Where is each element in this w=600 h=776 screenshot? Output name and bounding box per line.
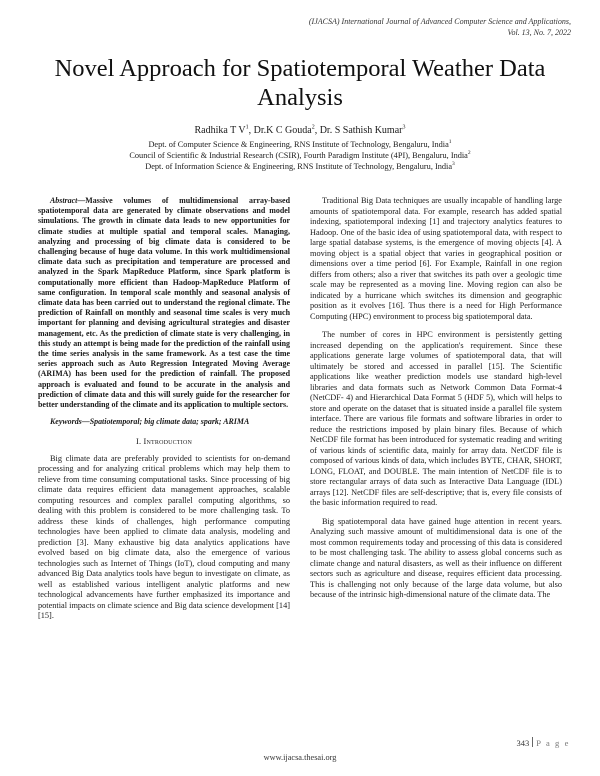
affiliation-text: Dept. of Computer Science & Engineering, RNS Institute of Technology, Bengaluru, India bbox=[148, 140, 449, 149]
paper-title: Novel Approach for Spatiotemporal Weather Data Analysis bbox=[54, 55, 546, 111]
footer-divider bbox=[532, 737, 533, 747]
author-name: Radhika T V bbox=[194, 125, 246, 136]
affiliation-text: Council of Scientific & Industrial Research (CSIR), Fourth Paradigm Institute (4PI), Bengaluru, India bbox=[129, 151, 468, 161]
affiliations bbox=[40, 139, 560, 173]
left-column bbox=[38, 196, 290, 622]
section-number: I. bbox=[135, 437, 142, 447]
abstract-label: Abstract bbox=[50, 196, 78, 205]
affiliation-mark: 3 bbox=[452, 161, 455, 168]
author-affiliation-mark: 2 bbox=[311, 124, 315, 131]
body-paragraph: Big climate data are preferably provided to scientists for on-demand processing and for analyzing critical problems which may help them to relieve from time consuming computational tasks. Since processing of big climate data requires efficient data management approaches, scalable computing resources and complex parallel computing algorithms, so dealing with this problem is considered to be more challenging task. To address these kinds of challenges, high performance computing technologies have been applied to climate data analysis, modeling and prediction [3]. Many exhaustive big data analytics applications have evolved based on big climate data, also the emergence of various technologies such as Internet of Things (IoT), cloud computing and many advanced Big Data analytics tools have begun to investigate on climate, as well as established various intelligent analytic platforms and new technological advancements have further emphasized its importance and potential impacts on climate science and Big data science development [14][15]. bbox=[38, 453, 290, 621]
journal-header bbox=[151, 16, 571, 38]
abstract bbox=[38, 196, 290, 410]
affiliation-mark: 1 bbox=[448, 139, 452, 146]
page-footer-number bbox=[516, 737, 570, 748]
journal-name: (IJACSA) International Journal of Advanced Computer Science and Applications, bbox=[308, 17, 571, 26]
page-number: 343 bbox=[516, 738, 530, 748]
section-heading-introduction bbox=[38, 437, 290, 448]
section-title: Introduction bbox=[143, 437, 193, 447]
author-affiliation-mark: 1 bbox=[245, 124, 249, 131]
author-line bbox=[40, 124, 560, 137]
author-affiliation-mark: 3 bbox=[402, 124, 406, 131]
author-name: Dr.K C Gouda bbox=[253, 125, 312, 136]
affiliation-mark: 2 bbox=[467, 150, 471, 157]
author-separator: , bbox=[248, 125, 254, 136]
affiliation-line bbox=[40, 161, 560, 172]
author-separator: , bbox=[314, 125, 320, 136]
page-word: P a g e bbox=[536, 738, 570, 748]
affiliation-line bbox=[40, 150, 560, 161]
affiliation-text: Dept. of Information Science & Engineering, RNS Institute of Technology, Bengaluru, India bbox=[145, 162, 453, 172]
body-paragraph: Traditional Big Data techniques are usually incapable of handling large amounts of spatiotemporal data. For example, research has added spatial indexing, spatiotemporal indexing [1] and trajectory analytics features to Hadoop. One of the basic idea of using spatiotemporal data, with respect to large spatial database systems, is the emergence of moving objects [4]. A moving object is a spatial object that varies in geographical position or dimensions over a time period [6]. For Example, Rainfall in one region differs from others; also a river that switches its path over a geologic time scale may be represented as a moving line. Moving region can also be indicated by a hurricane which switches its dimension and geographic position as it evolves [16]. Thus there is a need for High Performance Computing (HPC) environment to process big spatiotemporal data. bbox=[310, 196, 562, 321]
author-name: Dr. S Sathish Kumar bbox=[319, 125, 403, 136]
abstract-text: —Massive volumes of multidimensional array-based spatiotemporal data are generated by climate observations and model simulations. The growth in climate data leads to new opportunities for climate studies at multiple spatial and temporal scales. Managing, analyzing and processing of big climate data is considered to be challenging because of huge data volume. In this work multidimensional climate data such as precipitation and temperature are processed and analyzed in the Spark MapReduce Platform, since Spark platform is computationally more efficient than Hadoop-MapReduce Platform of same configuration. In temporal scale monthly and seasonal analysis of climate data has been carried out to understand the regional climate. The prediction of Rainfall on monthly and seasonal time scales is very much important for planning and devising agricultural strategies and disaster management, etc. As the prediction of climate state is very challenging, in this study an attempt is being made for the prediction of the rainfall using the time series analysis in the same framework. As a test case the time series approach such as Auto Regression Integrated Moving Average (ARIMA) has been used for the prediction of rainfall. The proposed approach is evaluated and found to be accurate in the analysis and prediction of climate data and this will surely guide for the researcher for better understanding of the climate and its application to multiple sectors. bbox=[38, 196, 290, 410]
footer-url[interactable]: www.ijacsa.thesai.org bbox=[263, 753, 337, 762]
body-paragraph: The number of cores in HPC environment is persistently getting increased depending on the application's requirement. Since these applications generate large volumes of spatiotemporal data, that will ultimately be stored and accessed in parallel [15]. The Scientific applications like weather prediction models use standard high-level libraries and data formats such as Network Common Data Format-4 (NetCDF- 4) and Hierarchical Data Format 5 (HDF 5), which will helps to store and operate on the dataset that is situated inside a parallel file system interface. There are various file formats and software libraries in order to reduce the restrictions imposed by plain binary files. Because of which NetCDF file format has been introduced for systematic reading and writing of various kinds of scientific data, mainly for array data. NetCDF file is composed of various kinds of data, which includes BYTE, CHAR, SHORT, LONG, FLOAT, and DOUBLE. The main intention of NetCDF file is to store rectangular arrays of data such as Interactive Data Language (IDL) arrays [12]. NetCDF files are self-descriptive; that is, every file consists of the basic information required to read. bbox=[310, 330, 562, 507]
body-paragraph: Big spatiotemporal data have gained huge attention in recent years. Analyzing such massive amount of multidimensional data is one of the most common requirements today and processing of this data is considered to be most challenging task. The ability to assess global concerns such as climate change and natural disasters, as well as their influence on different sectors such as agriculture and disease, requires efficient data processing. This is challenging not only because of the large data volume, but also because of the intrinsic high-dimensional nature of the climate data. The bbox=[310, 516, 562, 599]
keywords: Keywords—Spatiotemporal; big climate data; spark; ARIMA bbox=[50, 417, 250, 427]
affiliation-line bbox=[40, 139, 560, 150]
journal-volume: Vol. 13, No. 7, 2022 bbox=[507, 28, 571, 37]
right-column bbox=[310, 196, 562, 601]
